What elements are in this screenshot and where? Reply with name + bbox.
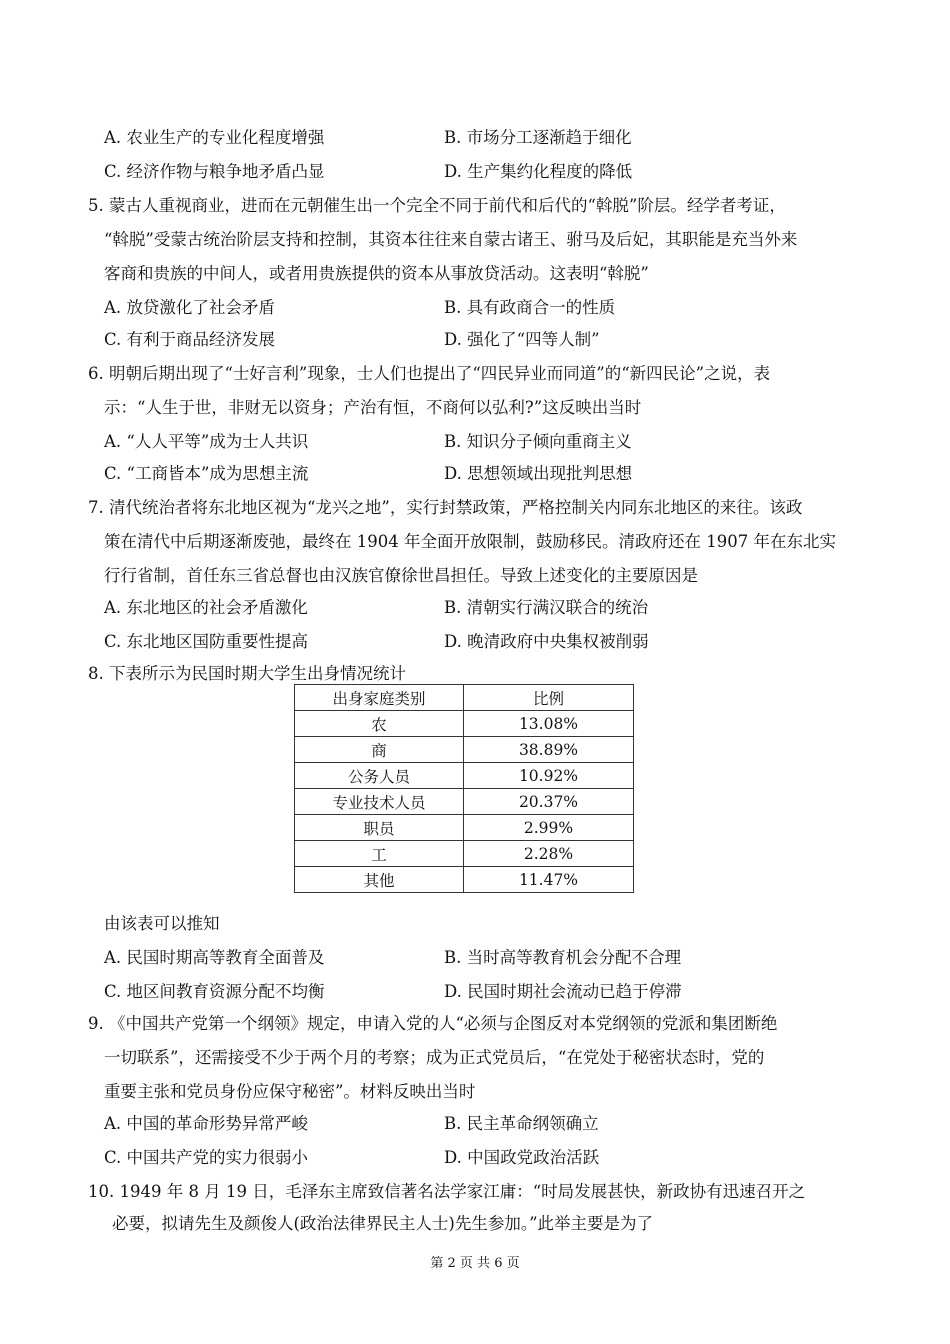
q6-stem-line1: 6. 明朝后期出现了“士好言利”现象，士人们也提出了“四民异业而同道”的“新四民论”之说，表 [88,364,771,383]
table-row [295,711,634,737]
q6-stem-line2: 示：“人生于世，非财无以资身；产治有恒，不商何以弘利?”这反映出当时 [104,398,642,417]
table-cell-category: 农 [295,711,464,737]
table-cell-ratio: 10.92% [464,763,634,789]
table-header-row [295,685,634,711]
table-cell-category: 其他 [295,867,464,893]
table-cell-ratio: 11.47% [464,867,634,893]
q7-stem-line2: 策在清代中后期逐渐废弛，最终在 1904 年全面开放限制，鼓励移民。清政府还在 1907 年在东北实 [104,532,836,551]
q4-option-d: D. 生产集约化程度的降低 [444,162,633,181]
table-cell-ratio: 20.37% [464,789,634,815]
origin-stats-table [294,684,634,893]
table-row [295,841,634,867]
q9-stem-line3: 重要主张和党员身份应保守秘密”。材料反映出当时 [104,1082,476,1101]
q7-stem-line3: 行行省制，首任东三省总督也由汉族官僚徐世昌担任。导致上述变化的主要原因是 [104,566,698,585]
q5-stem-line2: “斡脱”受蒙古统治阶层支持和控制，其资本往往来自蒙古诸王、驸马及后妃，其职能是充当外来 [104,230,798,249]
page-number-footer: 第 2 页 共 6 页 [430,1256,520,1271]
table-row [295,815,634,841]
q7-option-a: A. 东北地区的社会矛盾激化 [104,598,308,617]
q9-stem-line1: 9. 《中国共产党第一个纲领》规定，申请入党的人“必须与企图反对本党纲领的党派和集团断绝 [88,1014,778,1033]
q6-option-a: A. “人人平等”成为士人共识 [104,432,309,451]
q5-stem-line3: 客商和贵族的中间人，或者用贵族提供的资本从事放贷活动。这表明“斡脱” [104,264,649,283]
q4-option-b: B. 市场分工逐渐趋于细化 [444,128,632,147]
q8-option-c: C. 地区间教育资源分配不均衡 [104,982,325,1001]
q10-stem-line1: 10. 1949 年 8 月 19 日，毛泽东主席致信著名法学家江庸：“时局发展甚快，新政协有迅速召开之 [88,1182,806,1201]
q7-option-b: B. 清朝实行满汉联合的统治 [444,598,649,617]
q8-option-b: B. 当时高等教育机会分配不合理 [444,948,682,967]
q9-option-d: D. 中国政党政治活跃 [444,1148,600,1167]
q5-option-a: A. 放贷激化了社会矛盾 [104,298,275,317]
q5-option-d: D. 强化了“四等人制” [444,330,600,349]
table-cell-ratio: 2.99% [464,815,634,841]
q7-option-d: D. 晚清政府中央集权被削弱 [444,632,649,651]
q9-stem-line2: 一切联系”，还需接受不少于两个月的考察；成为正式党员后，“在党处于秘密状态时，党的 [104,1048,765,1067]
q9-option-c: C. 中国共产党的实力很弱小 [104,1148,309,1167]
q6-option-d: D. 思想领域出现批判思想 [444,464,633,483]
q9-option-b: B. 民主革命纲领确立 [444,1114,599,1133]
table-header-category: 出身家庭类别 [295,685,464,711]
q6-option-c: C. “工商皆本”成为思想主流 [104,464,309,483]
table-row [295,763,634,789]
q9-option-a: A. 中国的革命形势异常严峻 [104,1114,308,1133]
q10-stem-line2: 必要，拟请先生及颜俊人(政治法律界民主人士)先生参加。”此举主要是为了 [112,1214,654,1233]
q7-stem-line1: 7. 清代统治者将东北地区视为“龙兴之地”，实行封禁政策，严格控制关内同东北地区的来往。该政 [88,498,803,517]
q6-option-b: B. 知识分子倾向重商主义 [444,432,632,451]
table-cell-category: 职员 [295,815,464,841]
table-cell-category: 商 [295,737,464,763]
q5-option-c: C. 有利于商品经济发展 [104,330,276,349]
q8-option-a: A. 民国时期高等教育全面普及 [104,948,325,967]
q4-option-c: C. 经济作物与粮争地矛盾凸显 [104,162,325,181]
table-cell-category: 工 [295,841,464,867]
q8-option-d: D. 民国时期社会流动已趋于停滞 [444,982,682,1001]
table-row [295,789,634,815]
table-row [295,867,634,893]
table-cell-ratio: 13.08% [464,711,634,737]
table-cell-ratio: 38.89% [464,737,634,763]
table-header-ratio: 比例 [464,685,634,711]
q8-after-table: 由该表可以推知 [104,914,220,933]
table-cell-category: 专业技术人员 [295,789,464,815]
q8-stem-line1: 8. 下表所示为民国时期大学生出身情况统计 [88,664,406,683]
q7-option-c: C. 东北地区国防重要性提高 [104,632,309,651]
q5-stem-line1: 5. 蒙古人重视商业，进而在元朝催生出一个完全不同于前代和后代的“斡脱”阶层。经学者考证， [88,196,786,215]
q4-option-a: A. 农业生产的专业化程度增强 [104,128,325,147]
table-row [295,737,634,763]
table-cell-category: 公务人员 [295,763,464,789]
q5-option-b: B. 具有政商合一的性质 [444,298,616,317]
table-cell-ratio: 2.28% [464,841,634,867]
